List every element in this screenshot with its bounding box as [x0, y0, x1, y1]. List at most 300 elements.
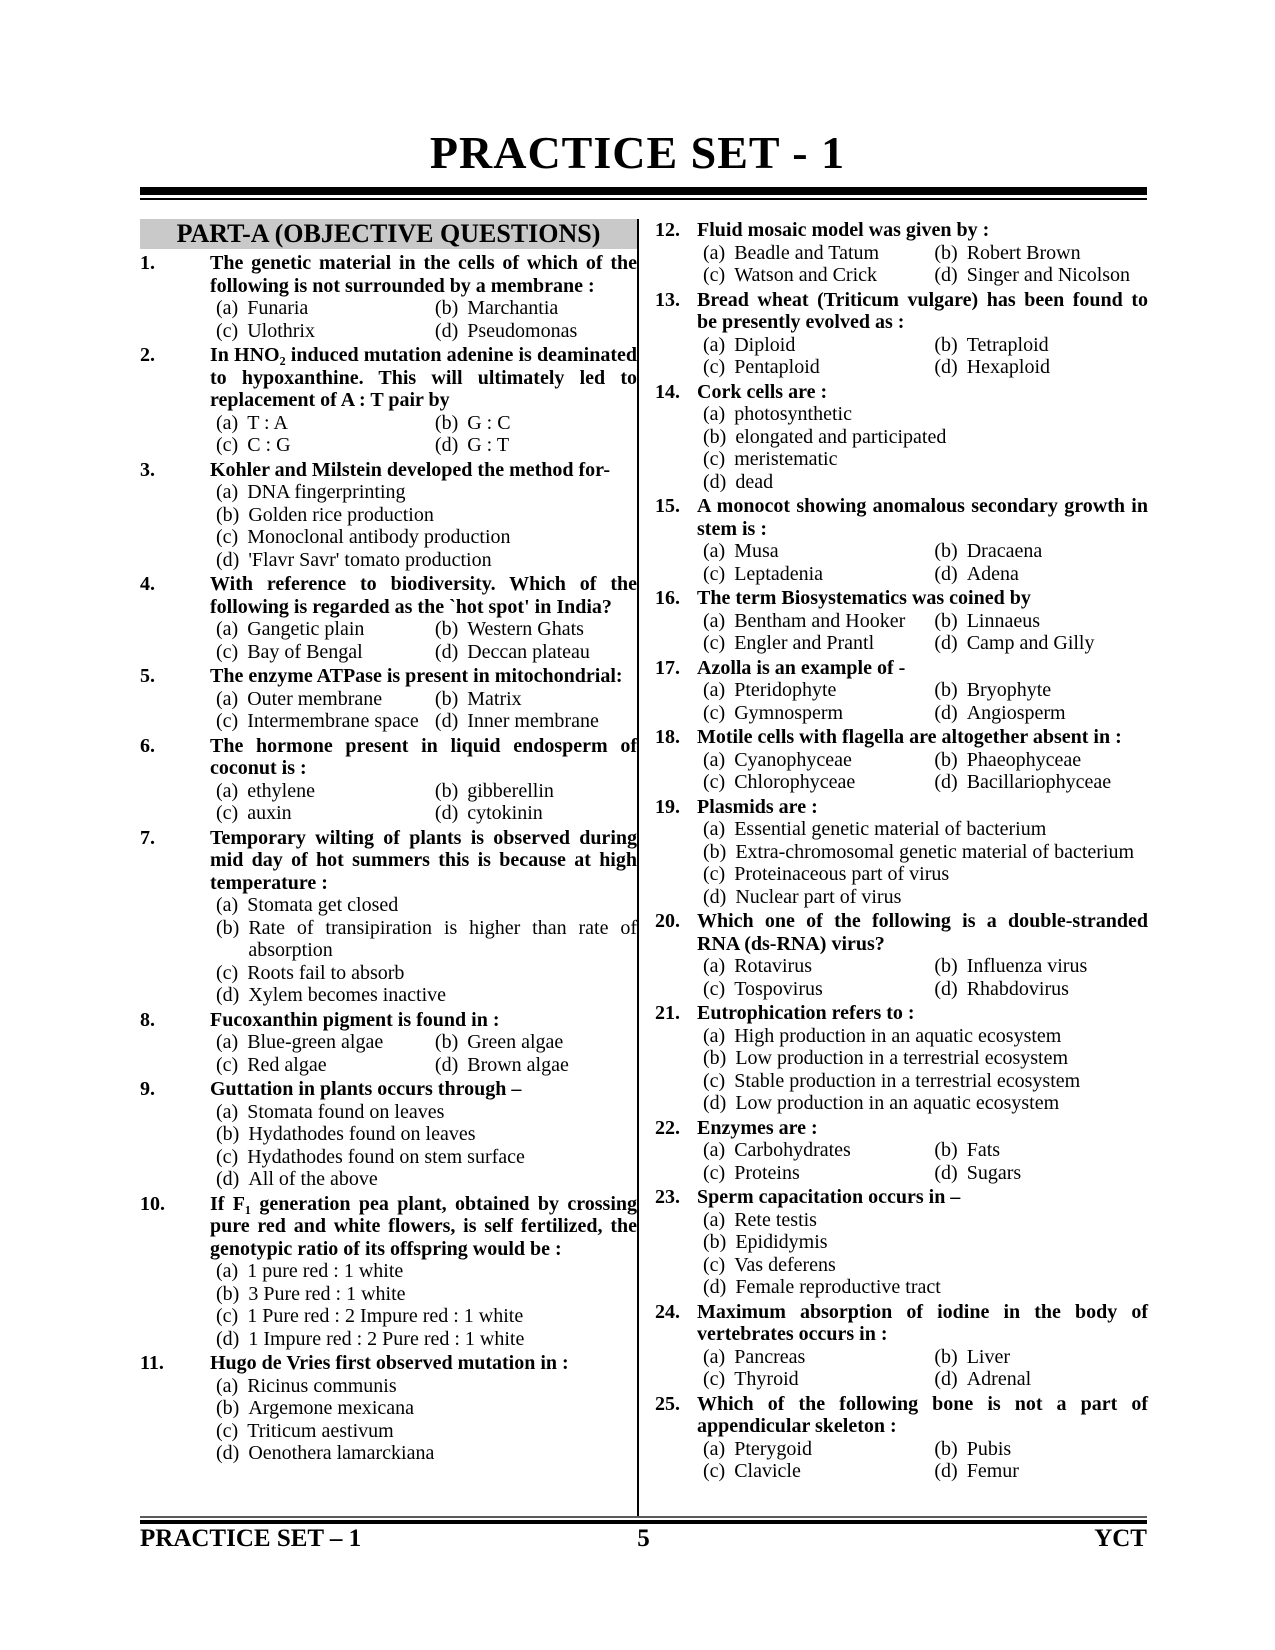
option-label: (c) [216, 1419, 239, 1442]
question-number: 22. [655, 1116, 680, 1139]
question-2 [140, 344, 637, 457]
question-text: Azolla is an example of - [697, 656, 906, 679]
option-label: (c) [216, 526, 239, 548]
option-d [934, 771, 1148, 794]
options [703, 1025, 1148, 1115]
option-label: (b) [934, 955, 958, 977]
option-d [216, 549, 637, 572]
option-text: Golden rice production [248, 503, 434, 526]
question-text: Guttation in plants occurs through – [210, 1078, 522, 1100]
option-label: (a) [703, 818, 726, 840]
option-c [703, 1460, 934, 1483]
question-10 [140, 1193, 637, 1351]
page-footer [140, 1525, 1147, 1553]
option-text: Cyanophyceae [734, 748, 852, 771]
option-label: (d) [934, 771, 958, 793]
option-b [934, 1346, 1148, 1369]
option-label: (d) [434, 710, 459, 732]
option-text: Beadle and Tatum [734, 241, 880, 264]
option-d [934, 1460, 1148, 1483]
question-8 [140, 1009, 637, 1077]
option-label: (c) [216, 319, 239, 342]
option-c [703, 1162, 934, 1185]
question-24 [645, 1301, 1148, 1391]
option-text: Matrix [467, 687, 522, 710]
options [703, 1209, 1148, 1299]
option-d [435, 641, 637, 664]
option-label: (a) [703, 955, 726, 977]
option-text: T : A [247, 411, 288, 434]
option-d [435, 802, 637, 825]
option-b [703, 1047, 1148, 1070]
option-label: (a) [703, 1345, 726, 1368]
question-text: Maximum absorption of iodine in the body of vertebrates occurs in : [697, 1300, 1148, 1345]
option-text: Brown algae [467, 1053, 569, 1076]
option-d [703, 886, 1148, 909]
option-label: (a) [703, 679, 726, 701]
question-25 [645, 1393, 1148, 1483]
option-b [934, 540, 1148, 563]
option-c [216, 320, 435, 343]
option-text: Nuclear part of virus [735, 885, 902, 908]
option-c [703, 264, 934, 287]
option-text: Epididymis [735, 1231, 828, 1253]
question-text: Fluid mosaic model was given by : [697, 219, 990, 241]
option-text: Engler and Prantl [734, 632, 875, 654]
option-a [703, 955, 934, 978]
option-label: (b) [934, 1345, 958, 1368]
option-label: (a) [216, 1260, 239, 1282]
question-number: 20. [655, 910, 680, 932]
option-text: Angiosperm [966, 701, 1066, 724]
option-b [435, 780, 637, 803]
option-text: Low production in a terrestrial ecosystem [735, 1047, 1069, 1069]
rule-black [140, 1520, 1147, 1524]
option-text: Proteinaceous part of virus [734, 863, 950, 885]
question-9 [140, 1078, 637, 1191]
option-text: Western Ghats [467, 618, 584, 640]
option-label: (a) [216, 894, 239, 916]
option-b [934, 242, 1148, 265]
option-a [216, 1101, 637, 1124]
option-text: Linnaeus [966, 609, 1041, 632]
footer-set-title: PRACTICE SET – 1 [140, 1525, 362, 1552]
question-5 [140, 665, 637, 733]
option-text: Vas deferens [734, 1253, 836, 1276]
option-text: Tospovirus [734, 977, 823, 1000]
option-a [216, 297, 435, 320]
option-text: ethylene [247, 779, 315, 802]
option-a [216, 1375, 637, 1398]
rule-thin [140, 198, 1147, 200]
option-label: (d) [216, 1327, 240, 1350]
option-label: (c) [703, 356, 726, 378]
question-text: Which one of the following is a double-stranded RNA (ds-RNA) virus? [697, 910, 1148, 955]
option-text: Inner membrane [467, 710, 599, 732]
option-text: Bryophyte [966, 679, 1052, 701]
option-text: 3 Pure red : 1 white [248, 1282, 406, 1305]
option-text: Watson and Crick [734, 264, 878, 286]
option-c [703, 702, 934, 725]
question-4 [140, 573, 637, 663]
question-13 [645, 289, 1148, 379]
option-label: (d) [934, 632, 958, 654]
option-label: (b) [934, 1139, 958, 1161]
option-label: (d) [434, 319, 459, 342]
option-text: Fats [966, 1139, 1001, 1161]
option-text: Rotavirus [734, 955, 812, 977]
option-d [435, 1054, 637, 1077]
question-text: Cork cells are : [697, 380, 828, 403]
option-label: (a) [703, 748, 726, 771]
question-text: If F₁ generation pea plant, obtained by crossing pure red and white flowers, is self fertilized, the genotypic ratio of its offspring would be : [210, 1192, 637, 1260]
option-text: dead [735, 470, 774, 493]
option-text: Tetraploid [966, 333, 1049, 356]
option-label: (c) [216, 640, 239, 663]
option-text: elongated and participated [735, 425, 947, 448]
option-a [703, 334, 934, 357]
option-text: Pterygoid [734, 1437, 812, 1460]
option-label: (d) [434, 640, 459, 663]
question-23 [645, 1186, 1148, 1299]
options [703, 242, 1148, 287]
question-number: 1. [140, 252, 155, 274]
option-text: Proteins [734, 1161, 800, 1184]
options [703, 540, 1148, 585]
option-label: (b) [216, 1282, 240, 1305]
option-c [703, 1368, 934, 1391]
option-b [703, 426, 1148, 449]
question-14 [645, 381, 1148, 494]
option-text: G : C [467, 411, 511, 434]
option-text: Pubis [966, 1437, 1012, 1460]
question-number: 15. [655, 495, 680, 517]
option-a [216, 412, 435, 435]
option-b [435, 412, 637, 435]
option-c [703, 771, 934, 794]
column-divider [637, 219, 639, 1517]
question-number: 8. [140, 1008, 155, 1031]
option-label: (c) [216, 710, 239, 732]
option-text: Femur [966, 1460, 1019, 1482]
option-text: Diploid [734, 333, 796, 356]
option-text: Xylem becomes inactive [248, 984, 447, 1006]
option-a [216, 688, 435, 711]
question-number: 11. [140, 1352, 164, 1374]
option-c [216, 641, 435, 664]
option-d [435, 434, 637, 457]
option-text: Bacillariophyceae [966, 771, 1112, 793]
option-text: Liver [966, 1345, 1011, 1368]
option-text: Rete testis [734, 1208, 817, 1231]
option-label: (c) [216, 1305, 239, 1327]
option-label: (d) [703, 885, 727, 908]
option-c [216, 1305, 637, 1328]
option-text: Singer and Nicolson [966, 264, 1131, 286]
option-text: Sugars [966, 1161, 1022, 1184]
options [703, 403, 1148, 493]
option-label: (b) [703, 840, 727, 863]
option-label: (a) [703, 1208, 726, 1231]
option-text: Ricinus communis [247, 1374, 397, 1397]
options [216, 780, 637, 825]
question-number: 18. [655, 726, 680, 748]
question-number: 3. [140, 458, 155, 481]
option-text: Roots fail to absorb [247, 961, 405, 984]
option-label: (c) [216, 434, 239, 456]
option-d [934, 563, 1148, 586]
option-label: (a) [216, 1031, 239, 1053]
option-label: (d) [934, 356, 958, 378]
option-text: Camp and Gilly [966, 632, 1095, 654]
option-a [216, 481, 637, 504]
option-label: (a) [216, 297, 239, 319]
option-label: (d) [216, 1442, 240, 1464]
option-b [435, 1031, 637, 1054]
option-text: All of the above [248, 1168, 378, 1190]
option-label: (d) [934, 1161, 958, 1184]
question-text: Fucoxanthin pigment is found in : [210, 1008, 500, 1031]
question-1 [140, 252, 637, 342]
question-12 [645, 219, 1148, 287]
option-a [703, 1025, 1148, 1048]
option-text: Marchantia [467, 297, 559, 319]
option-d [435, 320, 637, 343]
question-number: 25. [655, 1392, 680, 1415]
question-21 [645, 1002, 1148, 1115]
content-area [140, 219, 1148, 1517]
option-label: (c) [703, 264, 726, 286]
question-number: 6. [140, 734, 155, 757]
option-text: Thyroid [734, 1368, 799, 1390]
option-d [216, 1442, 637, 1465]
option-text: Leptadenia [734, 562, 824, 585]
option-label: (a) [216, 1374, 239, 1397]
option-label: (c) [703, 1161, 726, 1184]
question-20 [645, 910, 1148, 1000]
option-b [216, 504, 637, 527]
option-text: Bentham and Hooker [734, 609, 906, 632]
option-label: (a) [703, 333, 726, 356]
option-label: (c) [216, 961, 239, 984]
question-number: 4. [140, 573, 155, 595]
option-label: (c) [216, 1053, 239, 1076]
option-text: Robert Brown [966, 241, 1081, 264]
option-c [216, 1420, 637, 1443]
footer-page-number: 5 [637, 1525, 650, 1552]
question-18 [645, 726, 1148, 794]
question-text: The enzyme ATPase is present in mitochondrial: [210, 665, 623, 687]
option-label: (c) [703, 1253, 726, 1276]
option-text: Musa [734, 540, 779, 562]
question-7 [140, 827, 637, 1007]
option-label: (b) [434, 779, 459, 802]
option-b [934, 749, 1148, 772]
option-text: Extra-chromosomal genetic material of bacterium [735, 840, 1135, 863]
left-column [140, 219, 637, 1517]
option-text: Adrenal [966, 1368, 1032, 1390]
question-text: The hormone present in liquid endosperm of coconut is : [210, 734, 637, 779]
option-d [435, 710, 637, 733]
option-a [703, 1346, 934, 1369]
option-label: (a) [703, 1024, 726, 1047]
option-text: Phaeophyceae [966, 748, 1082, 771]
option-d [934, 702, 1148, 725]
option-text: Gangetic plain [247, 618, 365, 640]
option-label: (d) [934, 1368, 958, 1390]
option-text: High production in an aquatic ecosystem [734, 1024, 1062, 1047]
options [216, 894, 637, 1007]
question-16 [645, 587, 1148, 655]
question-number: 9. [140, 1078, 155, 1100]
option-b [435, 618, 637, 641]
option-text: Low production in an aquatic ecosystem [735, 1092, 1060, 1114]
question-number: 7. [140, 826, 155, 849]
option-a [703, 679, 934, 702]
question-3 [140, 459, 637, 572]
options [216, 1375, 637, 1465]
option-text: Funaria [247, 297, 309, 319]
option-b [435, 688, 637, 711]
question-text: Hugo de Vries first observed mutation in : [210, 1352, 569, 1374]
option-c [216, 1146, 637, 1169]
option-label: (b) [434, 297, 459, 319]
option-label: (c) [703, 977, 726, 1000]
option-label: (d) [934, 562, 958, 585]
option-text: Red algae [247, 1053, 327, 1076]
option-text: Carbohydrates [734, 1139, 851, 1161]
option-label: (b) [934, 1437, 958, 1460]
option-c [703, 1254, 1148, 1277]
option-d [934, 264, 1148, 287]
option-text: Pseudomonas [467, 319, 578, 342]
options [216, 481, 637, 571]
option-text: Rhabdovirus [966, 977, 1069, 1000]
option-label: (d) [703, 1276, 727, 1298]
option-text: Intermembrane space [247, 710, 419, 732]
option-b [934, 610, 1148, 633]
option-a [703, 403, 1148, 426]
option-c [216, 526, 637, 549]
option-text: Hexaploid [966, 356, 1051, 378]
question-text: Kohler and Milstein developed the method for- [210, 458, 610, 481]
option-text: meristematic [734, 448, 838, 470]
option-b [934, 334, 1148, 357]
option-label: (a) [216, 687, 239, 710]
question-number: 21. [655, 1002, 680, 1024]
question-6 [140, 735, 637, 825]
option-a [703, 1139, 934, 1162]
option-d [703, 1276, 1148, 1299]
footer-publisher: YCT [1094, 1525, 1147, 1552]
option-label: (d) [434, 1053, 459, 1076]
option-text: 1 pure red : 1 white [247, 1260, 404, 1282]
option-text: Hydathodes found on stem surface [247, 1145, 525, 1168]
options [703, 679, 1148, 724]
option-label: (c) [703, 632, 726, 654]
option-d [934, 632, 1148, 655]
option-label: (a) [703, 609, 726, 632]
option-d [216, 1168, 637, 1191]
option-text: Rate of transipiration is higher than rate of absorption [248, 916, 637, 961]
options [703, 610, 1148, 655]
question-11 [140, 1352, 637, 1465]
option-text: Oenothera lamarckiana [248, 1442, 435, 1464]
option-label: (c) [703, 1460, 726, 1482]
option-text: Gymnosperm [734, 701, 844, 724]
option-label: (d) [934, 977, 958, 1000]
option-label: (d) [934, 1460, 958, 1482]
option-text: Bay of Bengal [247, 640, 363, 663]
option-text: Female reproductive tract [735, 1276, 941, 1298]
option-text: auxin [247, 802, 292, 824]
option-label: (a) [703, 540, 726, 562]
option-label: (a) [216, 618, 239, 640]
options [703, 334, 1148, 379]
option-label: (b) [216, 1397, 240, 1419]
option-text: Triticum aestivum [247, 1419, 394, 1442]
question-text: Enzymes are : [697, 1116, 818, 1139]
option-text: Outer membrane [247, 687, 383, 710]
option-a [216, 618, 435, 641]
option-c [216, 962, 637, 985]
option-label: (a) [216, 1100, 239, 1123]
option-label: (b) [934, 540, 958, 562]
option-label: (c) [216, 1145, 239, 1168]
option-label: (c) [703, 1069, 726, 1092]
question-17 [645, 657, 1148, 725]
question-number: 23. [655, 1186, 680, 1208]
option-label: (b) [434, 687, 459, 710]
option-c [703, 978, 934, 1001]
option-label: (c) [703, 863, 726, 885]
option-label: (d) [434, 802, 459, 824]
question-text: The genetic material in the cells of which of the following is not surrounded by a membrane : [210, 252, 637, 297]
option-d [216, 984, 637, 1007]
option-text: Ulothrix [247, 319, 315, 342]
option-b [216, 1123, 637, 1146]
option-label: (b) [434, 618, 459, 640]
option-label: (d) [216, 1168, 240, 1190]
option-c [216, 434, 435, 457]
options [216, 1031, 637, 1076]
question-text: With reference to biodiversity. Which of the following is regarded as the `hot spot' in India? [210, 573, 637, 618]
option-a [703, 1209, 1148, 1232]
question-number: 19. [655, 795, 680, 818]
option-text: Pteridophyte [734, 679, 837, 701]
option-a [216, 894, 637, 917]
page-title: PRACTICE SET - 1 [429, 127, 846, 178]
option-label: (a) [703, 403, 726, 425]
option-label: (a) [216, 481, 239, 503]
question-text: Eutrophication refers to : [697, 1002, 915, 1024]
option-label: (b) [934, 609, 958, 632]
option-a [703, 818, 1148, 841]
question-number: 13. [655, 288, 680, 311]
options [703, 1346, 1148, 1391]
option-d [934, 1162, 1148, 1185]
option-d [216, 1328, 637, 1351]
question-text: The term Biosystematics was coined by [697, 587, 1031, 609]
option-b [435, 297, 637, 320]
option-c [703, 1070, 1148, 1093]
option-text: Dracaena [966, 540, 1043, 562]
question-number: 17. [655, 656, 680, 679]
option-b [216, 917, 637, 962]
option-label: (c) [703, 701, 726, 724]
option-a [703, 540, 934, 563]
option-text: G : T [467, 434, 510, 456]
